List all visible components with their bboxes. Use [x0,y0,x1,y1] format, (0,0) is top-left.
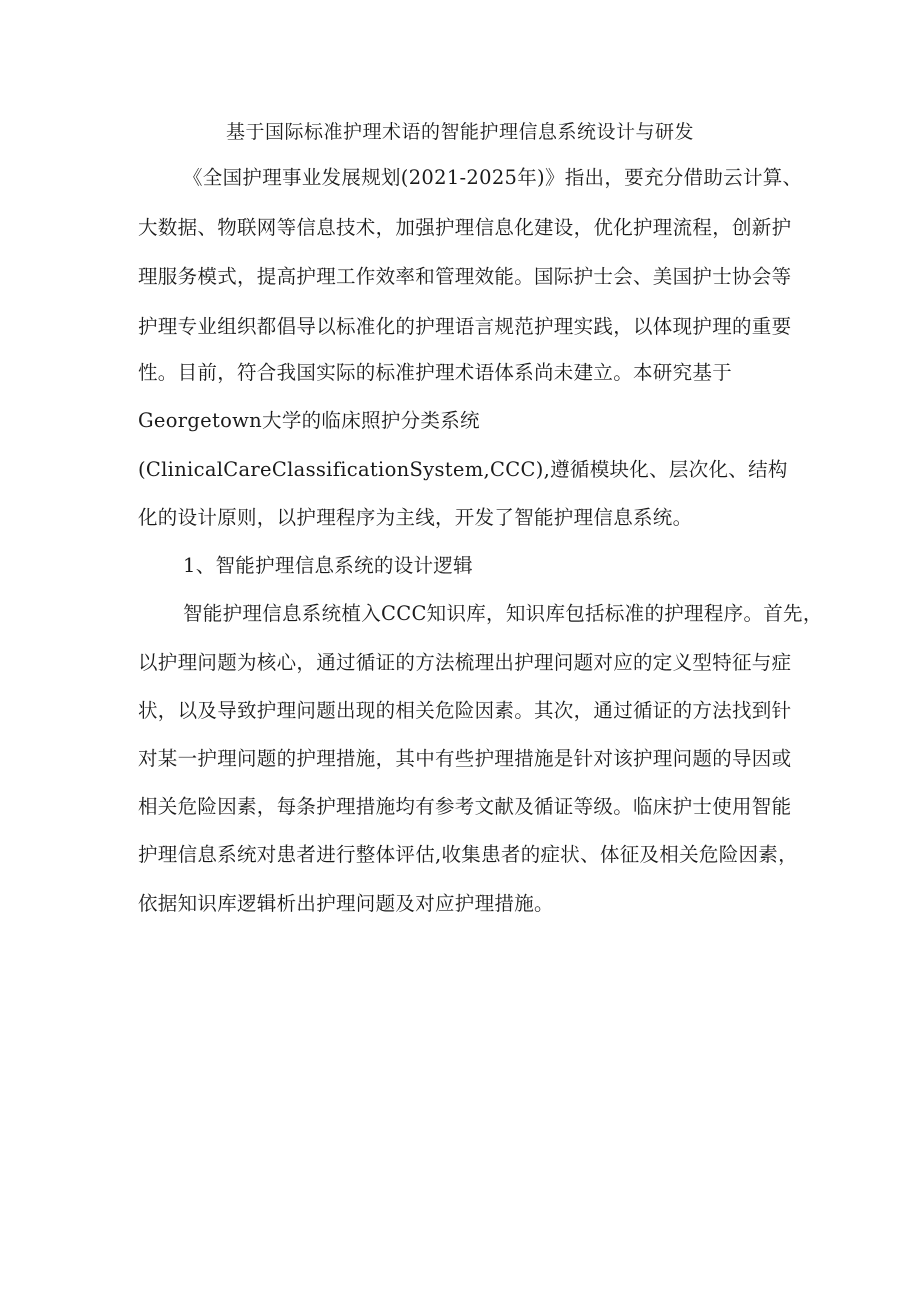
paragraph1-line-6: Georgetown大学的临床照护分类系统 [138,409,480,432]
paragraph2-line-1: 智能护理信息系统植入CCC知识库，知识库包括标准的护理程序。首先， [183,602,823,625]
paragraph2-line-4: 对某一护理问题的护理措施，其中有些护理措施是针对该护理问题的导因或 [138,747,792,770]
paragraph2-line-5: 相关危险因素，每条护理措施均有参考文献及循证等级。临床护士使用智能 [138,795,792,818]
paragraph2-line-3: 状，以及导致护理问题出现的相关危险因素。其次，通过循证的方法找到针 [138,699,792,722]
paragraph1-line-7: (ClinicalCareClassificationSystem,CCC),遵循模块化、层次化、结构 [138,458,788,481]
paragraph1-line-1: 《全国护理事业发展规划(2021-2025年)》指出，要充分借助云计算、 [183,166,803,189]
paragraph2-line-7: 依据知识库逻辑析出护理问题及对应护理措施。 [138,892,554,915]
section1-heading: 1、智能护理信息系统的设计逻辑 [183,554,473,577]
paragraph1-line-2: 大数据、物联网等信息技术，加强护理信息化建设，优化护理流程，创新护 [138,216,792,239]
document-title: 基于国际标准护理术语的智能护理信息系统设计与研发 [225,121,694,143]
paragraph2-line-2: 以护理问题为核心，通过循证的方法梳理出护理问题对应的定义型特征与症 [138,651,792,674]
paragraph1-line-5: 性。目前，符合我国实际的标准护理术语体系尚未建立。本研究基于 [138,361,733,384]
paragraph2-line-6: 护理信息系统对患者进行整体评估,收集患者的症状、体征及相关危险因素， [138,843,798,866]
paragraph1-line-3: 理服务模式，提高护理工作效率和管理效能。国际护士会、美国护士协会等 [138,265,792,288]
paragraph1-line-8: 化的设计原则，以护理程序为主线，开发了智能护理信息系统。 [138,506,693,529]
paragraph1-line-4: 护理专业组织都倡导以标准化的护理语言规范护理实践，以体现护理的重要 [138,315,792,338]
